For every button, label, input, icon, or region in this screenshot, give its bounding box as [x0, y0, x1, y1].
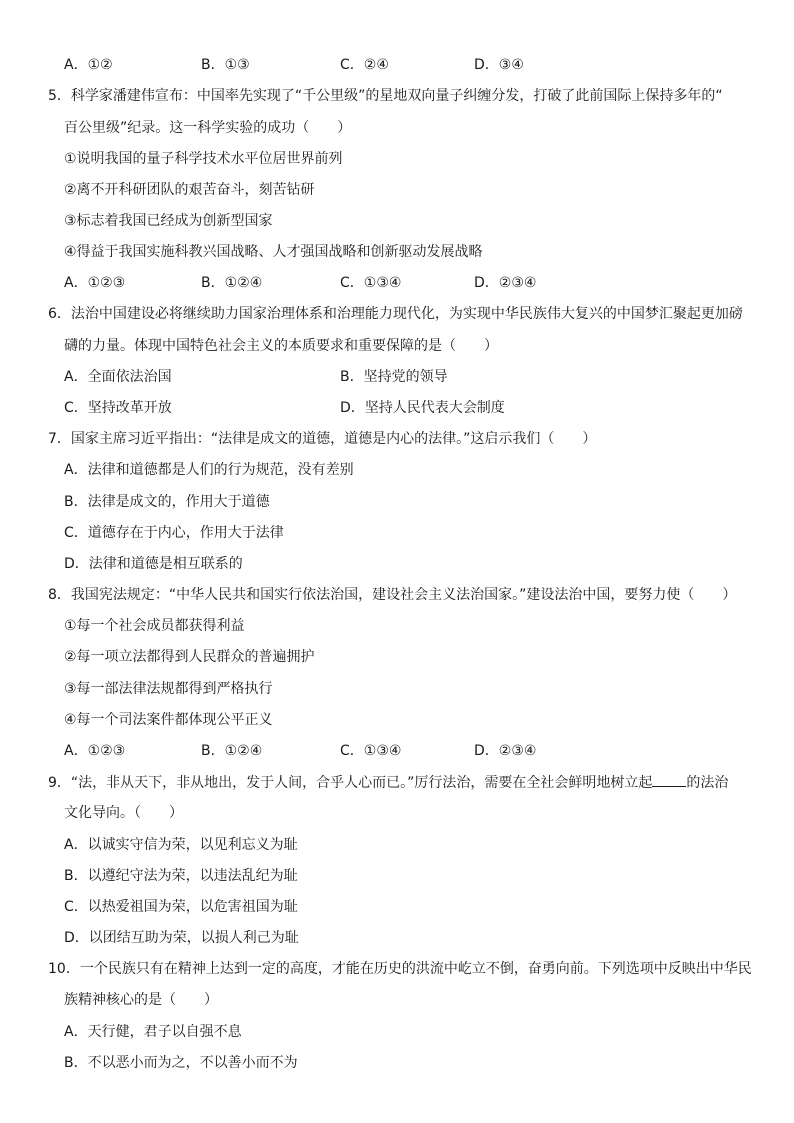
q7-option-c[interactable]: C．道德存在于内心，作用大于法律: [64, 525, 284, 541]
q5-item-1: ①说明我国的量子科学技术水平位居世界前列: [64, 151, 343, 167]
q10-option-a[interactable]: A．天行健，君子以自强不息: [64, 1024, 242, 1040]
q5-item-4: ④得益于我国实施科教兴国战略、人才强国战略和创新驱动发展战略: [64, 244, 483, 260]
q5-option-c[interactable]: C．①③④: [340, 275, 402, 291]
q9-option-d[interactable]: D．以团结互助为荣，以损人利己为耻: [64, 930, 299, 946]
q9-stem-line1: [48, 772, 728, 793]
q8-item-2: ②每一项立法都得到人民群众的普遍拥护: [64, 649, 315, 665]
q9-option-a[interactable]: A．以诚实守信为荣，以见利忘义为耻: [64, 837, 298, 853]
q8-option-c[interactable]: C．①③④: [340, 743, 402, 759]
q10-option-b[interactable]: B．不以恶小而为之，不以善小而不为: [64, 1055, 298, 1071]
q5-options: [0, 273, 794, 293]
q5-stem-line1: 5．科学家潘建伟宣布：中国率先实现了“千公里级”的星地双向量子纠缠分发，打破了此前国际上保持多年的“: [48, 88, 723, 104]
q6-options-row1: [0, 367, 794, 387]
q8-option-d[interactable]: D．②③④: [474, 743, 537, 759]
q6-stem-line1: 6．法治中国建设必将继续助力国家治理体系和治理能力现代化，为实现中华民族伟大复兴的中国梦汇聚起更加磅: [48, 306, 743, 322]
q7-stem-line1: 7．国家主席习近平指出：“法律是成文的道德，道德是内心的法律。”这启示我们（ ）: [48, 431, 597, 447]
q5-option-b[interactable]: B．①②④: [201, 275, 263, 291]
q8-option-a[interactable]: A．①②③: [64, 743, 126, 759]
option-b[interactable]: B．①③: [201, 57, 250, 73]
q8-options: [0, 741, 794, 761]
q7-option-d[interactable]: D．法律和道德是相互联系的: [64, 556, 243, 572]
q6-option-a[interactable]: A．全面依法治国: [64, 369, 172, 385]
q9-stem-post: 的法治: [686, 775, 729, 791]
prev-question-options: [0, 55, 794, 75]
q9-option-c[interactable]: C．以热爱祖国为荣，以危害祖国为耻: [64, 899, 298, 915]
q7-option-a[interactable]: A．法律和道德都是人们的行为规范，没有差别: [64, 462, 354, 478]
q8-item-3: ③每一部法律法规都得到严格执行: [64, 681, 273, 697]
q6-option-d[interactable]: D．坚持人民代表大会制度: [340, 400, 505, 416]
q7-option-b[interactable]: B．法律是成文的，作用大于道德: [64, 494, 270, 510]
q5-option-a[interactable]: A．①②③: [64, 275, 126, 291]
q5-option-d[interactable]: D．②③④: [474, 275, 537, 291]
q5-item-3: ③标志着我国已经成为创新型国家: [64, 213, 273, 229]
q6-option-b[interactable]: B．坚持党的领导: [340, 369, 448, 385]
q8-option-b[interactable]: B．①②④: [201, 743, 263, 759]
q6-options-row2: [0, 398, 794, 418]
q9-stem-line2: 文化导向。（ ）: [64, 805, 183, 821]
q10-stem-line1: 10．一个民族只有在精神上达到一定的高度，才能在历史的洪流中屹立不倒，奋勇向前。下列选项中反映出中华民: [48, 961, 752, 977]
q5-item-2: ②离不开科研团队的艰苦奋斗，刻苦钻研: [64, 182, 315, 198]
q8-item-1: ①每一个社会成员都获得利益: [64, 618, 245, 634]
q6-option-c[interactable]: C．坚持改革开放: [64, 400, 172, 416]
option-c[interactable]: C．②④: [340, 57, 389, 73]
q8-stem-line1: 8．我国宪法规定：“中华人民共和国实行依法治国，建设社会主义法治国家。”建设法治中国，要努力使（ ）: [48, 587, 737, 603]
q9-option-b[interactable]: B．以遵纪守法为荣，以违法乱纪为耻: [64, 868, 298, 884]
q9-stem-pre: 9．“法，非从天下，非从地出，发于人间，合乎人心而已。”厉行法治，需要在全社会鲜明地树立起: [48, 775, 653, 791]
option-d[interactable]: D．③④: [474, 57, 524, 73]
q8-item-4: ④每一个司法案件都体现公平正义: [64, 712, 273, 728]
q10-stem-line2: 族精神核心的是（ ）: [64, 992, 218, 1008]
q5-stem-line2: 百公里级”纪录。这一科学实验的成功（ ）: [64, 120, 352, 136]
q6-stem-line2: 礴的力量。体现中国特色社会主义的本质要求和重要保障的是（ ）: [64, 338, 498, 354]
option-a[interactable]: A．①②: [64, 57, 113, 73]
q9-fill-blank: [652, 772, 686, 787]
